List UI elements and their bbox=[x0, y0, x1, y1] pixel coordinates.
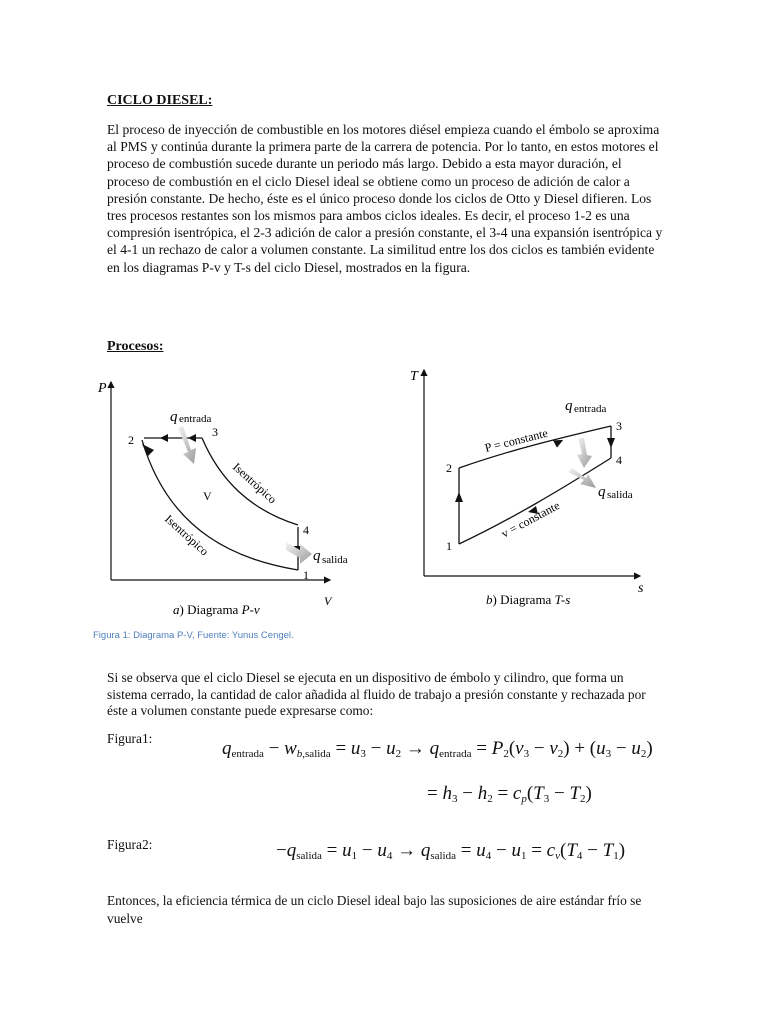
ts-arrow-1-2 bbox=[455, 492, 463, 502]
ts-q-out-label: salida bbox=[607, 489, 633, 501]
ts-v-const-label: v = constante bbox=[498, 498, 562, 541]
pv-q-in-label: entrada bbox=[179, 413, 212, 425]
paragraph-3: Entonces, la eficiencia térmica de un ciclo Diesel ideal bajo las suposiciones de aire estándar frío se vuelve bbox=[107, 893, 642, 926]
pv-isentropic-bottom-label: Isentrópico bbox=[161, 511, 212, 559]
pv-isentropic-top-label: Isentrópico bbox=[229, 459, 280, 507]
equation-2: $-q_{salida} = u_1 - u_4 \to q_{salida} = u_4 - u_1 = c_v(T_4 - T_1)$ bbox=[276, 840, 626, 862]
pv-q-out-symbol: q bbox=[313, 548, 321, 564]
pv-arrow-2-3 bbox=[160, 434, 168, 442]
pv-x-label: V bbox=[324, 594, 332, 608]
ts-p-const-label: P = constante bbox=[483, 425, 550, 455]
figure-caption: Figura 1: Diagrama P-V, Fuente: Yunus Cengel. bbox=[93, 630, 294, 641]
ts-diagram bbox=[400, 360, 670, 615]
pv-point-4: 4 bbox=[303, 523, 309, 537]
pv-q-out-arrow bbox=[286, 542, 312, 564]
pv-q-in-arrow bbox=[178, 426, 196, 464]
equation-1-line-1: $q_{entrada} - w_{b,salida} = u_3 - u_2 \to q_{entrada} = P_2(v_3 - v_2) + (u_3 - u_2)$ bbox=[222, 738, 653, 760]
pv-process-1-2 bbox=[142, 440, 298, 570]
ts-q-in-label: entrada bbox=[574, 403, 607, 415]
ts-caption: b) Diagrama T-s bbox=[486, 592, 571, 607]
pv-q-out-label: salida bbox=[322, 554, 348, 566]
ts-point-3: 3 bbox=[616, 419, 622, 433]
ts-point-4: 4 bbox=[616, 453, 622, 467]
ts-point-2: 2 bbox=[446, 461, 452, 475]
pv-point-1: 1 bbox=[303, 568, 309, 582]
ts-process-4-1 bbox=[459, 458, 611, 544]
pv-point-2: 2 bbox=[128, 433, 134, 447]
pv-diagram bbox=[90, 360, 350, 622]
ts-q-out-arrow bbox=[568, 468, 596, 488]
ts-arrow-3-4 bbox=[607, 438, 615, 448]
figura1-label: Figura1: bbox=[107, 731, 153, 746]
paragraph-2: Si se observa que el ciclo Diesel se ejecuta en un dispositivo de émbolo y cilindro, que forma un sistema cerrado, la cantidad de calor añadida al fluido de trabajo a presión constante y rechazada por éste a volumen constante puede expresarse como: bbox=[107, 670, 646, 719]
intro-paragraph: El proceso de inyección de combustible en los motores diésel empieza cuando el émbolo se aproxima al PMS y continúa durante la primera parte de la carrera de potencia. Por lo tanto, en estos motores el proceso de combustión sucede durante un periodo más largo. Debido a esta mayor duración, el proceso de combustión en el ciclo Diesel ideal se obtiene como un proceso de adición de calor a presión constante. De hecho, éste es el único proceso donde los ciclos de Otto y Diesel difieren. Los tres procesos restantes son los mismos para ambos ciclos ideales. Es decir, el proceso 1-2 es una compresión isentrópica, el 2-3 adición de calor a presión constante, el 3-4 una expansión isentrópica y el 4-1 un rechazo de calor a volumen constante. La similitud entre los dos ciclos es también evidente en los diagramas P-v y T-s del ciclo Diesel, mostrados en la figura. bbox=[107, 122, 663, 275]
pv-y-label: P bbox=[98, 381, 107, 396]
pv-point-3: 3 bbox=[212, 425, 218, 439]
pv-q-in-symbol: q bbox=[170, 409, 178, 425]
page-heading: CICLO DIESEL: bbox=[107, 93, 213, 108]
equation-1-line-2: = $h_3 - h_2 = c_p(T_3 - T_2)$ bbox=[427, 783, 592, 805]
pv-arrow-1-2 bbox=[142, 444, 154, 456]
ts-x-label: s bbox=[638, 581, 644, 596]
ts-q-out-symbol: q bbox=[598, 484, 606, 500]
pv-region-label: V bbox=[203, 489, 212, 503]
pv-arrow-2-3b bbox=[188, 434, 196, 442]
ts-y-label: T bbox=[410, 369, 418, 384]
figura2-label: Figura2: bbox=[107, 837, 153, 852]
pv-caption: a) Diagrama P-v bbox=[173, 602, 260, 617]
ts-point-1: 1 bbox=[446, 539, 452, 553]
ts-q-in-arrow bbox=[577, 438, 592, 468]
procesos-heading: Procesos: bbox=[107, 339, 164, 354]
ts-q-in-symbol: q bbox=[565, 398, 573, 414]
